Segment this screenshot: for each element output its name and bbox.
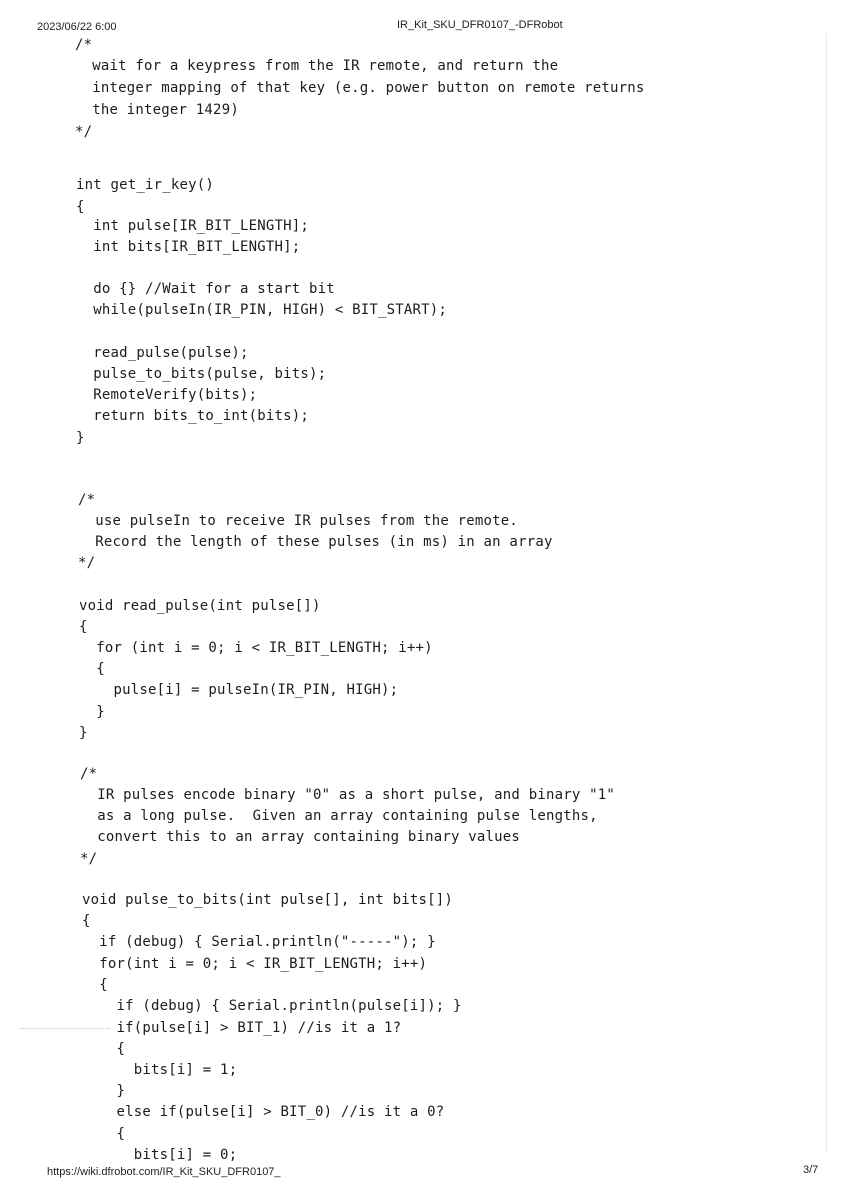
code-line: if (debug) { Serial.println(pulse[i]); }: [82, 998, 462, 1014]
code-line: read_pulse(pulse);: [76, 345, 249, 361]
code-line: }: [79, 725, 88, 741]
scan-artifact: [20, 1028, 110, 1031]
code-line: int get_ir_key(): [76, 177, 215, 193]
code-line: for (int i = 0; i < IR_BIT_LENGTH; i++): [79, 640, 433, 656]
scan-edge-line: [826, 34, 827, 1154]
code-line: as a long pulse. Given an array containing pulse lengths,: [80, 808, 598, 824]
code-line: integer mapping of that key (e.g. power button on remote returns: [75, 80, 645, 96]
code-line: pulse_to_bits(pulse, bits);: [76, 366, 327, 382]
code-line: }: [79, 704, 105, 720]
code-line: /*: [78, 492, 96, 508]
code-line: convert this to an array containing binary values: [80, 829, 521, 845]
code-line: if(pulse[i] > BIT_1) //is it a 1?: [82, 1020, 402, 1036]
code-line: {: [79, 661, 105, 677]
code-line: int bits[IR_BIT_LENGTH];: [76, 239, 301, 255]
code-line: */: [75, 124, 93, 140]
code-line: bits[i] = 1;: [82, 1062, 238, 1078]
page-number: 3/7: [803, 1164, 819, 1176]
code-line: }: [76, 430, 85, 446]
code-line: }: [82, 1083, 126, 1099]
code-line: for(int i = 0; i < IR_BIT_LENGTH; i++): [82, 956, 428, 972]
code-line: if (debug) { Serial.println("-----"); }: [82, 934, 436, 950]
code-line: use pulseIn to receive IR pulses from the remote.: [78, 513, 519, 529]
code-line: Record the length of these pulses (in ms) in an array: [78, 534, 553, 550]
code-line: else if(pulse[i] > BIT_0) //is it a 0?: [82, 1104, 445, 1120]
code-line: IR pulses encode binary "0" as a short pulse, and binary "1": [80, 787, 615, 803]
code-line: {: [82, 1041, 126, 1057]
code-line: {: [82, 977, 108, 993]
code-line: bits[i] = 0;: [82, 1147, 238, 1163]
code-line: void read_pulse(int pulse[]): [79, 598, 321, 614]
page-url: https://wiki.dfrobot.com/IR_Kit_SKU_DFR0107_: [47, 1166, 281, 1178]
code-line: /*: [75, 37, 93, 53]
code-line: int pulse[IR_BIT_LENGTH];: [76, 218, 309, 234]
code-line: /*: [80, 766, 98, 782]
code-line: */: [80, 851, 98, 867]
code-line: {: [76, 199, 85, 215]
code-line: {: [79, 619, 88, 635]
code-line: pulse[i] = pulseIn(IR_PIN, HIGH);: [79, 682, 399, 698]
code-line: {: [82, 913, 91, 929]
print-timestamp: 2023/06/22 6:00: [37, 21, 117, 33]
code-line: wait for a keypress from the IR remote, and return the: [75, 58, 559, 74]
code-line: the integer 1429): [75, 102, 239, 118]
page-title: IR_Kit_SKU_DFR0107_-DFRobot: [397, 19, 563, 31]
code-line: while(pulseIn(IR_PIN, HIGH) < BIT_START);: [76, 302, 448, 318]
code-line: RemoteVerify(bits);: [76, 387, 258, 403]
code-line: return bits_to_int(bits);: [76, 408, 309, 424]
code-line: do {} //Wait for a start bit: [76, 281, 335, 297]
code-line: {: [82, 1126, 126, 1142]
code-line: void pulse_to_bits(int pulse[], int bits[]): [82, 892, 454, 908]
code-line: */: [78, 555, 96, 571]
